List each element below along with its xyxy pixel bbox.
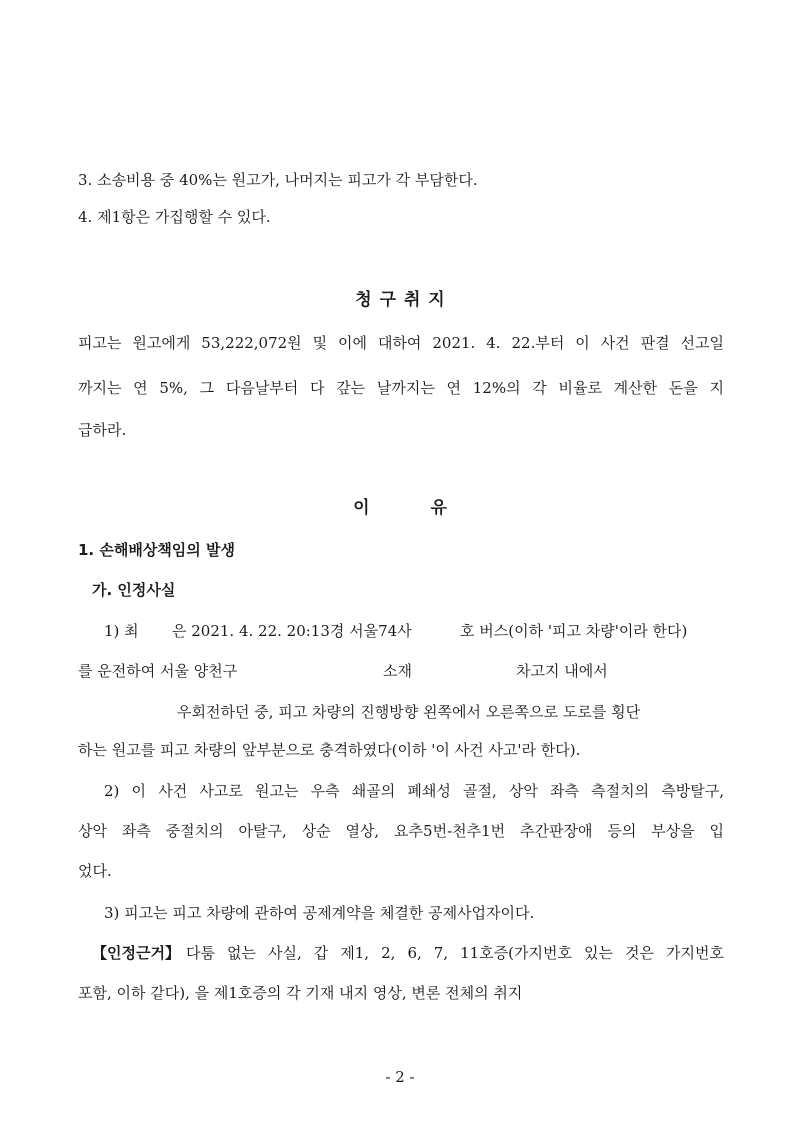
- claim-line-2: 까지는 연 5%, 그 다음날부터 다 갚는 날까지는 연 12%의 각 비율로 계산한 돈을 지: [78, 379, 724, 397]
- para1-located: 소재: [383, 662, 412, 680]
- para1-garage: 차고지 내에서: [516, 662, 608, 680]
- claim-heading: 청 구 취 지: [355, 290, 445, 310]
- page-number: - 2 -: [385, 1068, 415, 1086]
- basis-line-1: [92, 943, 724, 963]
- para1-impact: 하는 원고를 피고 차량의 앞부분으로 충격하였다(이하 '이 사건 사고'라 한다).: [78, 741, 581, 759]
- para1-location: 를 운전하여 서울 양천구: [78, 662, 238, 680]
- para1-vehicle: 호 버스(이하 '피고 차량'이라 한다): [460, 622, 688, 640]
- para1-number: 1) 최: [104, 622, 139, 640]
- para2-line-3: 었다.: [78, 862, 112, 880]
- para1-turning: 우회전하던 중, 피고 차량의 진행방향 왼쪽에서 오른쪽으로 도로를 횡단: [177, 703, 641, 721]
- basis-line-2: 포함, 이하 같다), 을 제1호증의 각 기재 내지 영상, 변론 전체의 취지: [78, 984, 523, 1002]
- section-1-title: 1. 손해배상책임의 발생: [78, 541, 235, 559]
- order-item-4: 4. 제1항은 가집행할 수 있다.: [78, 208, 271, 226]
- order-item-3: 3. 소송비용 중 40%는 원고가, 나머지는 피고가 각 부담한다.: [78, 171, 478, 189]
- basis-label: 【인정근거】: [92, 944, 180, 962]
- reasons-heading: 이 유: [353, 498, 447, 518]
- para2-line-1: 2) 이 사건 사고로 원고는 우측 쇄골의 폐쇄성 골절, 상악 좌측 측절치의 측방탈구,: [104, 782, 724, 800]
- para2-line-2: 상악 좌측 중절치의 아탈구, 상순 열상, 요추5번-천추1번 추간판장애 등의 부상을 입: [78, 822, 724, 840]
- para1-date: 은 2021. 4. 22. 20:13경 서울74사: [172, 622, 412, 640]
- para3: 3) 피고는 피고 차량에 관하여 공제계약을 체결한 공제사업자이다.: [104, 904, 535, 922]
- claim-line-1: 피고는 원고에게 53,222,072원 및 이에 대하여 2021. 4. 22.부터 이 사건 판결 선고일: [78, 334, 724, 352]
- claim-line-3: 급하라.: [78, 421, 127, 439]
- basis-text-1: 다툼 없는 사실, 갑 제1, 2, 6, 7, 11호증(가지번호 있는 것은 가지번호: [185, 944, 724, 962]
- subsection-ga-title: 가. 인정사실: [92, 581, 176, 599]
